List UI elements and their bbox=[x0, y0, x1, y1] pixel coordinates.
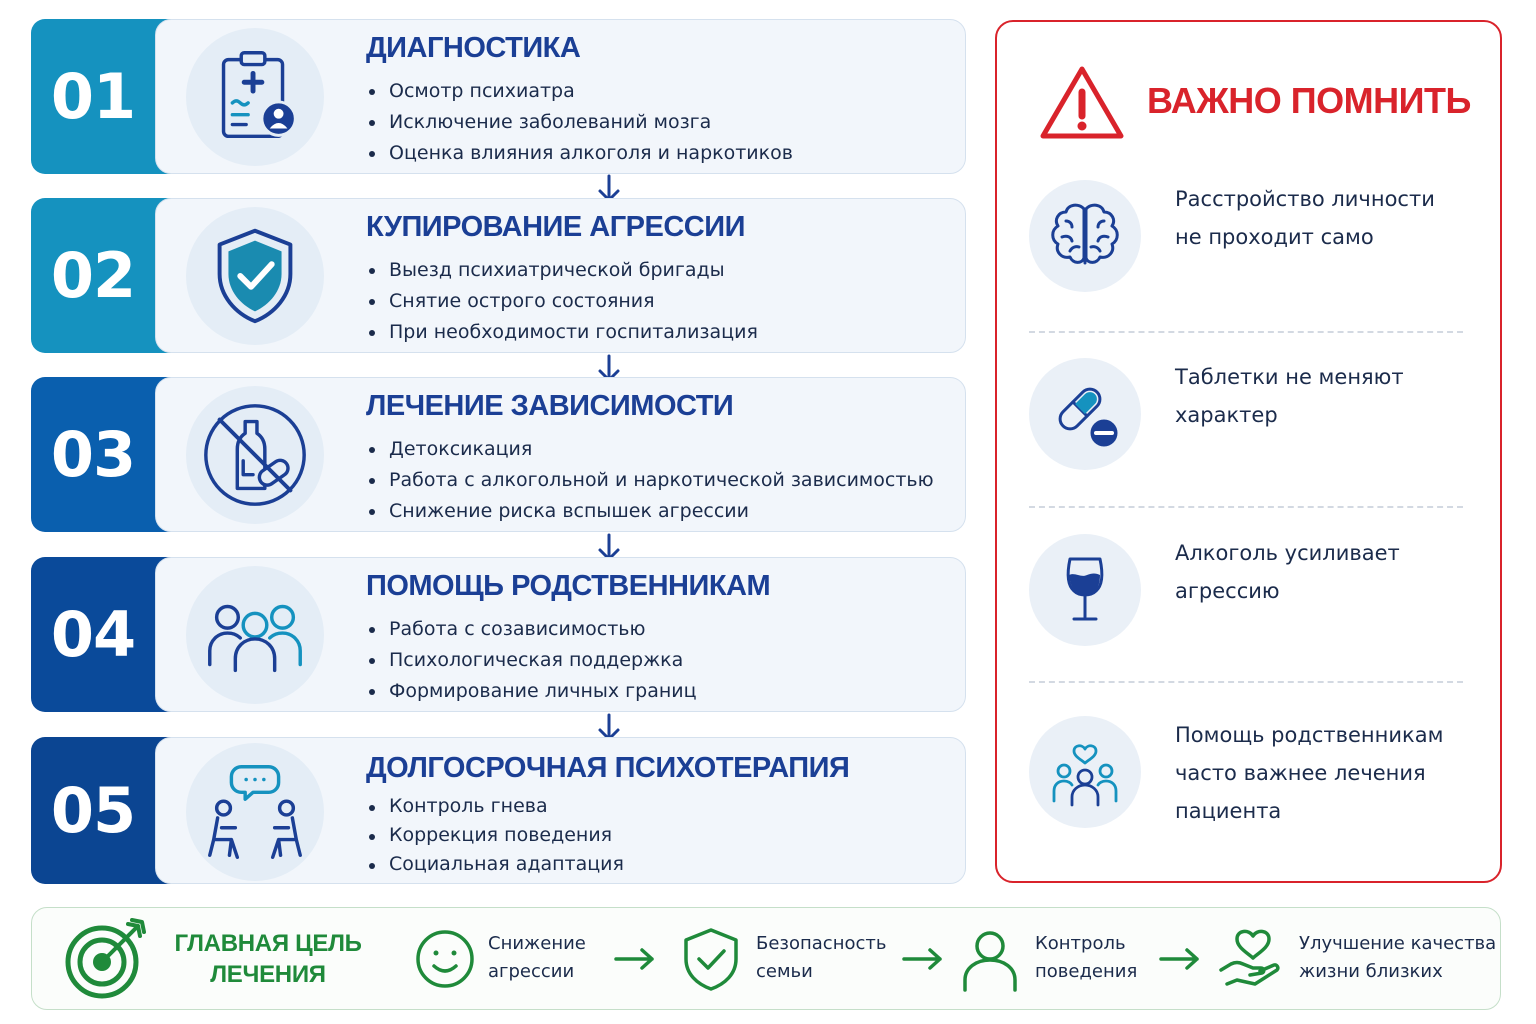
calm-face-icon bbox=[412, 926, 478, 992]
step-card bbox=[155, 377, 966, 532]
text-line: Снижение bbox=[488, 933, 586, 954]
divider bbox=[1029, 331, 1463, 333]
text-line: Расстройство личности bbox=[1175, 187, 1435, 211]
no-bottle-pills-icon bbox=[186, 386, 324, 524]
text-line: Безопасность bbox=[756, 933, 887, 954]
step-bullets bbox=[366, 792, 624, 879]
step-card bbox=[155, 557, 966, 712]
warning-icon bbox=[1039, 64, 1125, 142]
goal-title-line: ЛЕЧЕНИЯ bbox=[210, 961, 326, 988]
step-card bbox=[155, 737, 966, 884]
pill-minus-icon bbox=[1029, 358, 1141, 470]
arrow-right-icon bbox=[614, 946, 656, 972]
step-title: ПОМОЩЬ РОДСТВЕННИКАМ bbox=[366, 570, 771, 602]
goal-title bbox=[168, 928, 368, 990]
step-family-help bbox=[31, 557, 966, 712]
bullet-item: Детоксикация bbox=[366, 434, 934, 465]
bullet-item: Снятие острого состояния bbox=[366, 286, 758, 317]
step-aggression-relief bbox=[31, 198, 966, 353]
bullet-item: Формирование личных границ bbox=[366, 676, 697, 707]
text-line: Улучшение качества bbox=[1299, 933, 1497, 954]
step-number: 03 bbox=[50, 418, 136, 491]
arrow-right-icon bbox=[1159, 946, 1201, 972]
text-line: Контроль bbox=[1035, 933, 1126, 954]
divider bbox=[1029, 681, 1463, 683]
bullet-item: При необходимости госпитализация bbox=[366, 317, 758, 348]
family-group-icon bbox=[186, 566, 324, 704]
important-text bbox=[1175, 716, 1475, 830]
shield-check-icon bbox=[678, 926, 744, 992]
bullet-item: Психологическая поддержка bbox=[366, 645, 697, 676]
text-line: Помощь родственникам bbox=[1175, 723, 1444, 747]
step-addiction-treatment bbox=[31, 377, 966, 532]
text-line: часто важнее лечения bbox=[1175, 761, 1426, 785]
step-title: ЛЕЧЕНИЕ ЗАВИСИМОСТИ bbox=[366, 390, 734, 422]
step-bullets bbox=[366, 255, 758, 348]
important-item bbox=[1029, 534, 1469, 654]
bullet-item: Снижение риска вспышек агрессии bbox=[366, 496, 934, 527]
goal-text bbox=[1299, 930, 1496, 986]
goal-text bbox=[756, 930, 886, 986]
main-goal-bar bbox=[31, 907, 1501, 1010]
text-line: агрессии bbox=[488, 961, 575, 982]
family-heart-icon bbox=[1029, 716, 1141, 828]
goal-text bbox=[1035, 930, 1137, 986]
therapy-session-icon bbox=[186, 743, 324, 881]
text-line: Алкоголь усиливает bbox=[1175, 541, 1400, 565]
important-text bbox=[1175, 534, 1475, 610]
step-number: 04 bbox=[50, 598, 136, 671]
target-icon bbox=[62, 916, 148, 1002]
text-line: агрессию bbox=[1175, 579, 1280, 603]
important-text bbox=[1175, 358, 1475, 434]
arrow-right-icon bbox=[902, 946, 944, 972]
wine-glass-icon bbox=[1029, 534, 1141, 646]
step-bullets bbox=[366, 76, 793, 169]
bullet-item: Социальная адаптация bbox=[366, 850, 624, 879]
text-line: поведения bbox=[1035, 961, 1138, 982]
step-number: 01 bbox=[50, 60, 136, 133]
shield-check-icon bbox=[186, 207, 324, 345]
step-card bbox=[155, 198, 966, 353]
important-text bbox=[1175, 180, 1475, 256]
step-diagnostics bbox=[31, 19, 966, 174]
divider bbox=[1029, 506, 1463, 508]
important-item bbox=[1029, 180, 1469, 300]
person-icon bbox=[957, 926, 1023, 992]
text-line: характер bbox=[1175, 403, 1278, 427]
text-line: Таблетки не меняют bbox=[1175, 365, 1404, 389]
bullet-item: Работа с алкогольной и наркотической зависимостью bbox=[366, 465, 934, 496]
step-number: 05 bbox=[50, 774, 136, 847]
step-title: ДОЛГОСРОЧНАЯ ПСИХОТЕРАПИЯ bbox=[366, 752, 850, 784]
bullet-item: Исключение заболеваний мозга bbox=[366, 107, 793, 138]
step-bullets bbox=[366, 614, 697, 707]
brain-icon bbox=[1029, 180, 1141, 292]
important-item bbox=[1029, 358, 1469, 478]
step-long-term-therapy bbox=[31, 737, 966, 884]
bullet-item: Осмотр психиатра bbox=[366, 76, 793, 107]
step-number: 02 bbox=[50, 239, 136, 312]
important-panel bbox=[995, 20, 1502, 883]
text-line: пациента bbox=[1175, 799, 1282, 823]
step-title: ДИАГНОСТИКА bbox=[366, 32, 581, 64]
step-card bbox=[155, 19, 966, 174]
bullet-item: Выезд психиатрической бригады bbox=[366, 255, 758, 286]
bullet-item: Оценка влияния алкоголя и наркотиков bbox=[366, 138, 793, 169]
bullet-item: Работа с созависимостью bbox=[366, 614, 697, 645]
bullet-item: Контроль гнева bbox=[366, 792, 624, 821]
bullet-item: Коррекция поведения bbox=[366, 821, 624, 850]
clipboard-doctor-icon bbox=[186, 28, 324, 166]
goal-title-line: ГЛАВНАЯ ЦЕЛЬ bbox=[174, 930, 362, 957]
important-title: ВАЖНО ПОМНИТЬ bbox=[1147, 80, 1471, 121]
heart-hand-icon bbox=[1217, 926, 1283, 992]
text-line: жизни близких bbox=[1299, 961, 1443, 982]
text-line: не проходит само bbox=[1175, 225, 1374, 249]
step-bullets bbox=[366, 434, 934, 527]
step-title: КУПИРОВАНИЕ АГРЕССИИ bbox=[366, 211, 745, 243]
goal-text bbox=[488, 930, 586, 986]
text-line: семьи bbox=[756, 961, 813, 982]
important-item bbox=[1029, 716, 1469, 846]
